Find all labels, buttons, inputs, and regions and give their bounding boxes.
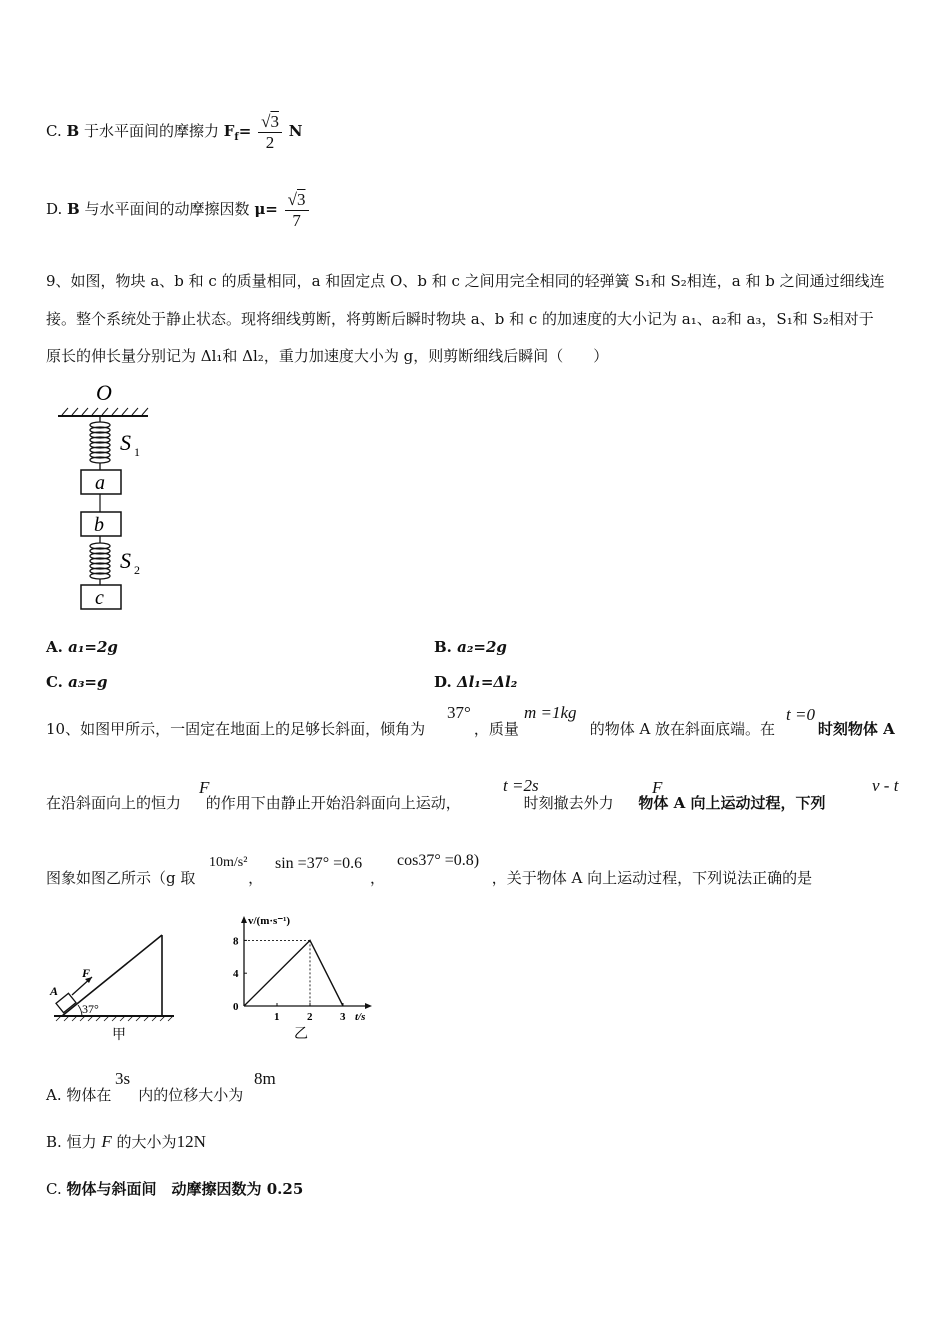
label-a: A — [50, 984, 59, 998]
q10-option-b: B. 恒力 F 的大小为12N — [46, 1132, 206, 1151]
label-o: O — [96, 380, 112, 405]
sup-t0: t =0 — [786, 705, 815, 724]
q9-line3: 原长的伸长量分别记为 Δl₁和 Δl₂，重力加速度大小为 g，则剪断细线后瞬间（ ） — [46, 347, 609, 365]
sup-cos: cos37° =0.8) — [397, 852, 480, 869]
sup-mass: m =1kg — [524, 703, 577, 722]
block-a-incline — [56, 993, 76, 1012]
q9-option-d: D. Δl₁=Δl₂ — [434, 673, 518, 691]
vt-chart — [228, 910, 378, 1042]
x-tick-label-2: 2 — [307, 1011, 313, 1023]
q10-line1: 10、如图甲所示，一固定在地面上的足够长斜面，倾角为 ，质量 的物体 A 放在斜面底端。在 时刻物体 A — [46, 720, 895, 738]
label-angle: 37° — [82, 1002, 99, 1016]
label-s2: S — [120, 548, 131, 573]
sup-g: 10m/s² — [209, 855, 248, 870]
caption-jia: 甲 — [112, 1028, 126, 1043]
q10-line2: 在沿斜面向上的恒力 的作用下由静止开始沿斜面向上运动， 时刻撤去外力 物体 A 向上运动过程，下列 — [46, 794, 826, 812]
option-d-prev: D. B 与水平面间的动摩擦因数 μ= $\frac{√3}{7}$ — [46, 190, 311, 230]
sup-t2: t =2s — [503, 776, 539, 795]
spring-s2 — [90, 536, 110, 585]
q10-option-a: A. 物体在 内的位移大小为 — [46, 1086, 244, 1104]
sup-vt: v - t — [872, 776, 899, 795]
block-b-label: b — [94, 514, 104, 536]
spring-system-figure — [50, 378, 210, 618]
fraction-sqrt3-over-7: $\frac{√3}{7}$ — [285, 190, 309, 230]
label-s1-sub: 1 — [134, 445, 140, 459]
y-axis-label: v/(m·s⁻¹) — [248, 915, 291, 927]
q9-option-a: A. a₁=2g — [46, 638, 118, 656]
q9-line2: 接。整个系统处于静止状态。现将细线剪断，将剪断后瞬时物块 a、b 和 c 的加速度的大小记为 a₁、a₂和 a₃，S₁和 S₂相对于 — [46, 310, 874, 328]
y-tick-label-0: 0 — [233, 1001, 239, 1013]
q10-line3: 图象如图乙所示（g 取 ， ， ，关于物体 A 向上运动过程，下列说法正确的是 — [46, 869, 813, 887]
label-s1: S — [120, 430, 131, 455]
block-a-label: a — [95, 472, 105, 494]
sup-force: F — [199, 778, 210, 797]
fraction-sqrt3-over-2: $\frac{√3}{2}$ — [258, 112, 282, 152]
block-c-label: c — [95, 587, 104, 609]
q9-option-b: B. a₂=2g — [434, 638, 507, 656]
caption-yi: 乙 — [294, 1027, 308, 1042]
sup-3s: 3s — [115, 1069, 131, 1088]
sup-angle: 37° — [447, 703, 471, 722]
x-tick-label-1: 1 — [274, 1011, 280, 1023]
sup-sin: sin =37° =0.6 — [275, 855, 363, 872]
y-tick-label-8: 8 — [233, 935, 239, 948]
option-c-prev: C. B 于水平面间的摩擦力 $F_f=$ $\frac{√3}{2}$ N — [46, 112, 303, 152]
y-tick-label-4: 4 — [233, 968, 239, 981]
label-s2-sub: 2 — [134, 563, 140, 577]
incline-figure — [46, 925, 186, 1045]
x-tick-label-3: 3 — [340, 1011, 346, 1023]
q10-option-c: C. 物体与斜面间 动摩擦因数为 0.25 — [46, 1180, 304, 1198]
spring-s1 — [90, 416, 110, 470]
q9-option-c: C. a₃=g — [46, 673, 108, 691]
x-axis-label: t/s — [355, 1011, 366, 1023]
label-f: F — [82, 966, 91, 980]
velocity-series-line — [244, 940, 343, 1006]
q9-line1: 9、如图，物块 a、b 和 c 的质量相同，a 和固定点 O、b 和 c 之间用完全相同的轻弹簧 S₁和 S₂相连，a 和 b 之间通过细线连 — [46, 272, 885, 290]
sup-force2: F — [652, 778, 663, 797]
sup-8m: 8m — [254, 1069, 276, 1088]
